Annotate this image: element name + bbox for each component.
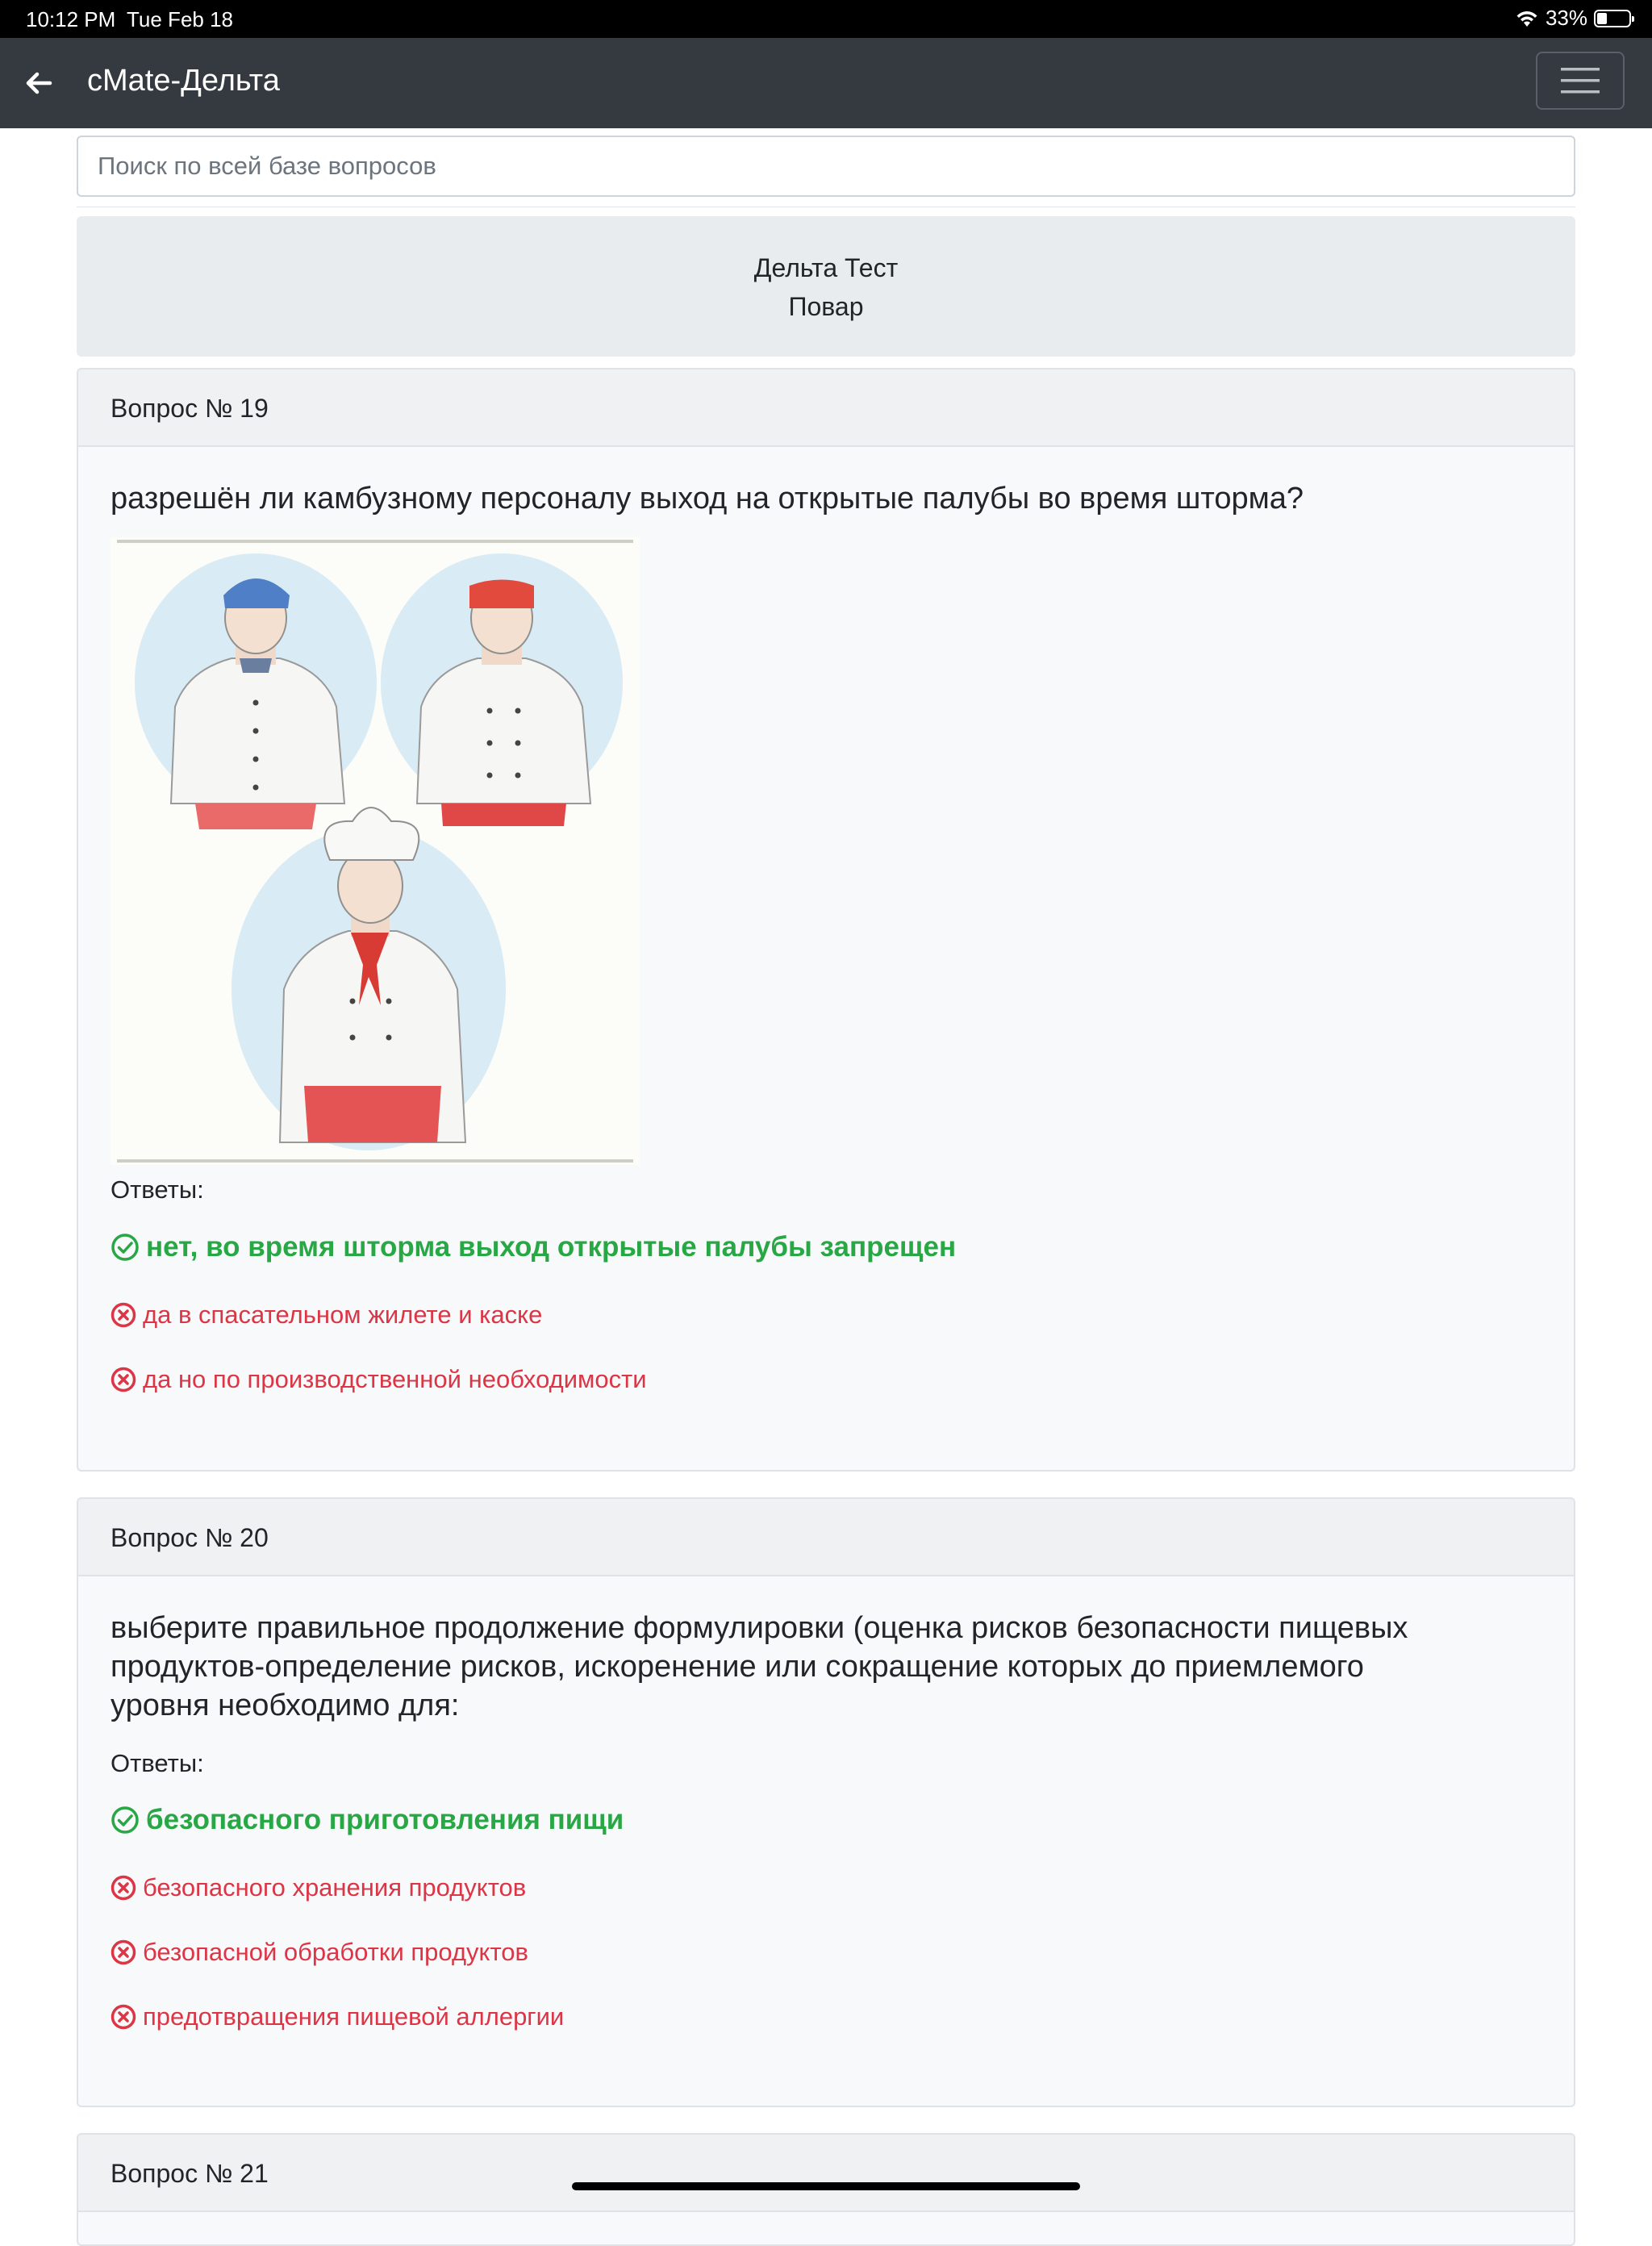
answer-wrong	[111, 1300, 542, 1330]
navbar	[0, 38, 1652, 128]
x-circle-icon	[111, 1367, 136, 1392]
answer-text: безопасной обработки продуктов	[143, 1938, 529, 1966]
status-bar	[0, 0, 1652, 38]
menu-toggle-button[interactable]	[1536, 52, 1625, 110]
search-input[interactable]	[77, 136, 1575, 197]
answer-correct	[111, 1231, 956, 1263]
answer-text: предотвращения пищевой аллергии	[143, 2002, 565, 2031]
answer-text: безопасного приготовления пищи	[146, 1804, 624, 1835]
arrow-left-icon[interactable]	[23, 67, 55, 99]
answer-text: нет, во время шторма выход открытые палубы запрещен	[146, 1231, 957, 1263]
question-text	[111, 1609, 1408, 1725]
test-profession: Повар	[788, 292, 864, 321]
question-text: разрешён ли камбузному персоналу выход на открытые палубы во время шторма?	[111, 482, 1304, 516]
answer-correct	[111, 1804, 624, 1836]
battery-icon	[1594, 10, 1631, 27]
test-header	[77, 216, 1575, 357]
answer-text: безопасного хранения продуктов	[143, 1873, 527, 1902]
wifi-icon	[1515, 9, 1539, 28]
hamburger-menu-icon	[1559, 65, 1601, 97]
question-number: Вопрос № 21	[78, 2135, 1574, 2212]
question-text-line: выберите правильное продолжение формулировки (оценка рисков безопасности пищевых	[111, 1611, 1408, 1645]
answer-wrong	[111, 2002, 564, 2031]
answer-wrong	[111, 1873, 526, 1902]
battery-percent: 33%	[1545, 6, 1587, 30]
status-date: Tue Feb 18	[127, 7, 234, 31]
check-circle-icon	[111, 1233, 140, 1262]
status-time: 10:12 PM	[26, 7, 116, 31]
answer-wrong	[111, 1938, 528, 1967]
x-circle-icon	[111, 1875, 136, 1901]
question-card	[77, 1497, 1575, 2107]
answers-label: Ответы:	[111, 1175, 204, 1204]
x-circle-icon	[111, 2004, 136, 2030]
question-text-line: уровня необходимо для:	[111, 1689, 460, 1722]
check-circle-icon	[111, 1806, 140, 1835]
answer-text: да но по производственной необходимости	[143, 1365, 647, 1393]
cook-uniform-illustration	[111, 537, 640, 1165]
home-indicator[interactable]	[572, 2182, 1080, 2190]
question-number: Вопрос № 19	[78, 369, 1574, 447]
question-text-line: продуктов-определение рисков, искоренение или сокращение которых до приемлемого	[111, 1650, 1364, 1684]
app-title: cMate-Дельта	[87, 64, 280, 98]
question-number: Вопрос № 20	[78, 1499, 1574, 1576]
answer-text: да в спасательном жилете и каске	[143, 1300, 543, 1329]
x-circle-icon	[111, 1939, 136, 1965]
question-card	[77, 368, 1575, 1472]
status-right	[1515, 6, 1631, 31]
answer-wrong	[111, 1365, 647, 1394]
x-circle-icon	[111, 1302, 136, 1328]
test-name: Дельта Тест	[753, 253, 899, 282]
answers-label: Ответы:	[111, 1749, 204, 1777]
